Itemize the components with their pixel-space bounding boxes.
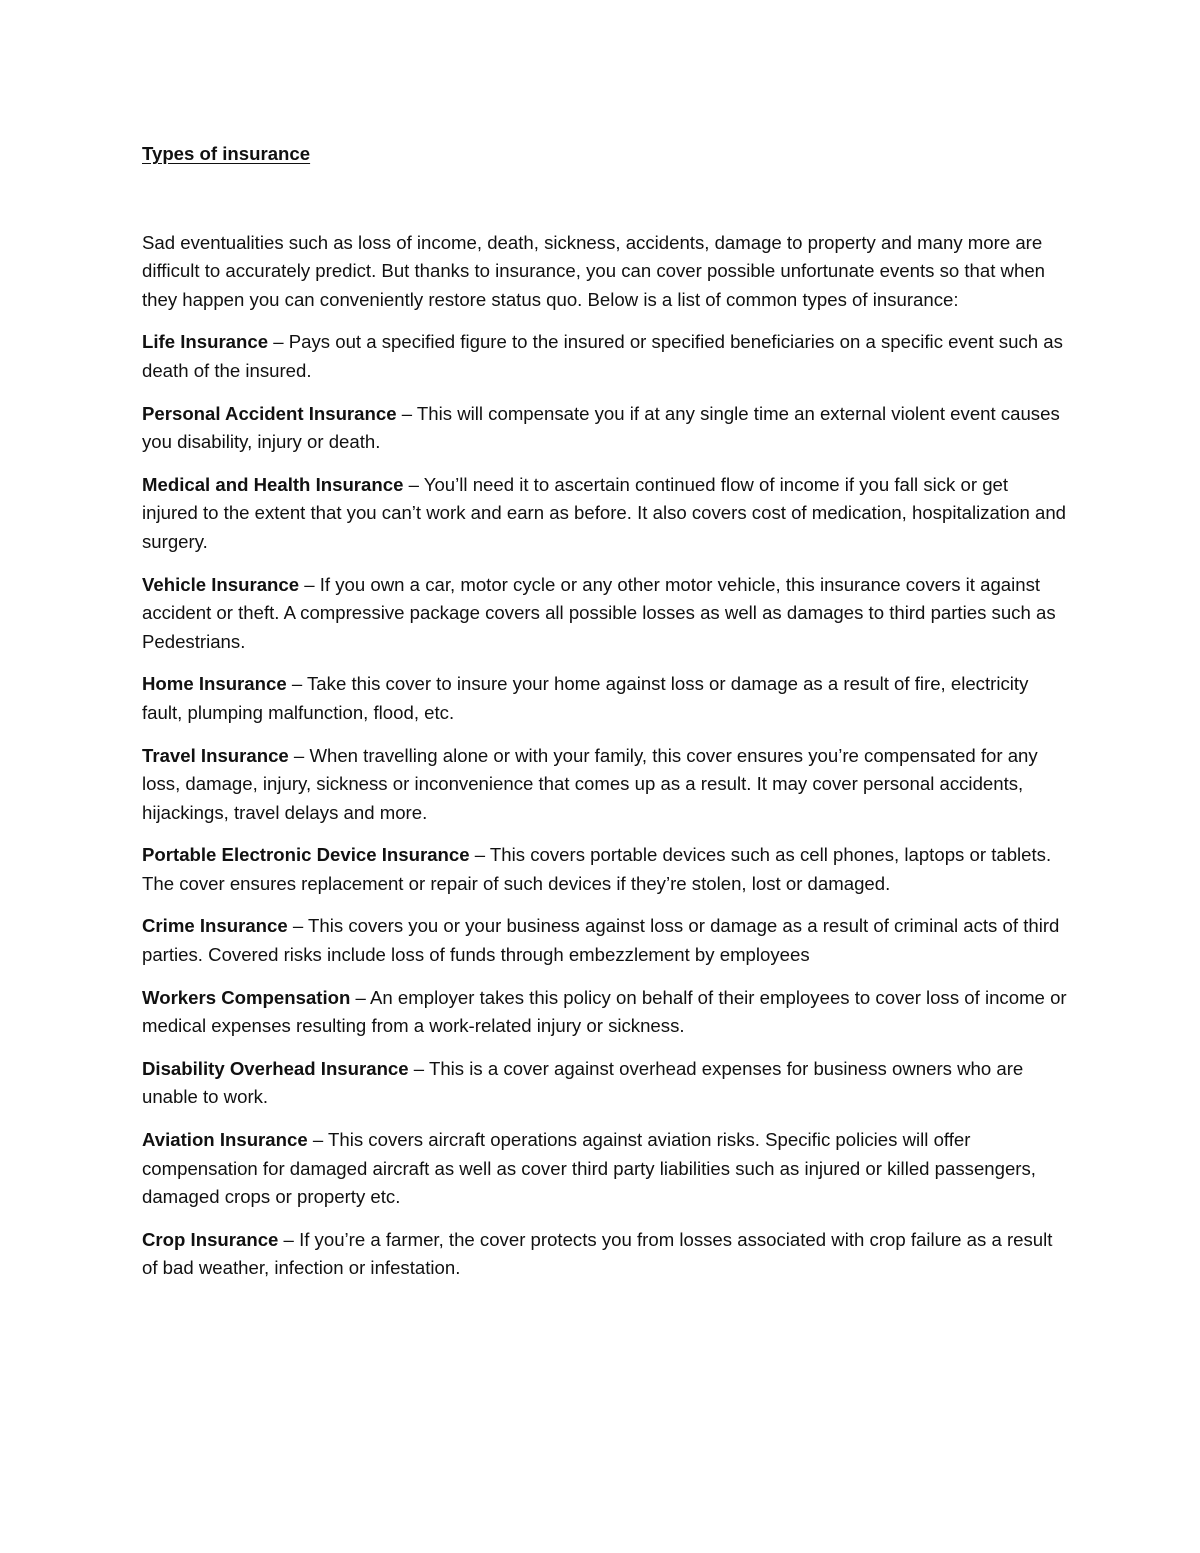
entry-description: – When travelling alone or with your family, this cover ensures you’re compensated for any loss, damage, injury, sickness or inconvenience that comes up as a result. It may cover personal accidents, hijackings, travel delays and more. — [142, 744, 1038, 823]
entry-personal-accident-insurance — [142, 400, 1067, 457]
entry-term: Crime Insurance — [142, 915, 288, 937]
entry-description: – This covers portable devices such as cell phones, laptops or tablets. The cover ensures replacement or repair of such devices if they’re stolen, lost or damaged. — [142, 844, 1052, 894]
entry-disability-overhead-insurance — [142, 1055, 1067, 1112]
entry-term: Aviation Insurance — [142, 1129, 308, 1151]
entry-description: – This covers aircraft operations against aviation risks. Specific policies will offer compensation for damaged aircraft as well as cover third party liabilities such as injured or killed passengers, damaged crops or property etc. — [142, 1129, 1036, 1208]
entry-term: Vehicle Insurance — [142, 573, 300, 595]
entry-term: Personal Accident Insurance — [142, 402, 397, 424]
entry-crop-insurance — [142, 1226, 1067, 1283]
entry-term: Life Insurance — [142, 331, 269, 353]
entry-description: – This will compensate you if at any single time an external violent event causes you disability, injury or death. — [142, 402, 1060, 453]
entry-term: Home Insurance — [142, 673, 287, 695]
intro-paragraph: Sad eventualities such as loss of income, death, sickness, accidents, damage to property and many more are difficult to accurately predict. But thanks to insurance, you can cover possible unfortunate events so that when they happen you can conveniently restore status quo. Below is a list of common types of insurance: — [142, 231, 1046, 310]
entry-description: – This covers you or your business against loss or damage as a result of criminal acts of third parties. Covered risks include loss of funds through embezzlement by employees — [142, 915, 1060, 966]
entry-description: – You’ll need it to ascertain continued flow of income if you fall sick or get injured to the extent that you can’t work and earn as before. It also covers cost of medication, hospitalization and surgery. — [142, 473, 1067, 552]
entry-term: Crop Insurance — [142, 1228, 279, 1250]
document-body — [142, 140, 1067, 1297]
entry-term: Medical and Health Insurance — [142, 473, 404, 495]
entry-description: – Take this cover to insure your home against loss or damage as a result of fire, electricity fault, plumping malfunction, flood, etc. — [142, 673, 1029, 723]
entry-home-insurance — [142, 670, 1067, 727]
entry-aviation-insurance — [142, 1126, 1067, 1212]
entry-term: Disability Overhead Insurance — [142, 1057, 409, 1079]
entry-term: Travel Insurance — [142, 744, 289, 766]
entry-description: – An employer takes this policy on behalf of their employees to cover loss of income or medical expenses resulting from a work-related injury or sickness. — [142, 986, 1067, 1037]
entry-description: – If you’re a farmer, the cover protects you from losses associated with crop failure as a result of bad weather, infection or infestation. — [142, 1228, 1053, 1279]
entry-description: – Pays out a specified figure to the insured or specified beneficiaries on a specific event such as death of the insured. — [142, 331, 1063, 381]
entry-portable-electronic-device-insurance — [142, 841, 1067, 898]
entry-medical-health-insurance — [142, 471, 1067, 557]
entry-life-insurance — [142, 328, 1067, 385]
entry-crime-insurance — [142, 912, 1067, 969]
entry-vehicle-insurance — [142, 571, 1067, 657]
entry-term: Portable Electronic Device Insurance — [142, 844, 470, 866]
entry-travel-insurance — [142, 742, 1067, 828]
entry-description: – If you own a car, motor cycle or any other motor vehicle, this insurance covers it against accident or theft. A compressive package covers all possible losses as well as damages to third parties such as Pedestrians. — [142, 573, 1056, 652]
entry-workers-compensation — [142, 984, 1067, 1041]
page-title: Types of insurance — [142, 143, 311, 164]
entry-description: – This is a cover against overhead expenses for business owners who are unable to work. — [142, 1057, 1024, 1108]
entry-term: Workers Compensation — [142, 986, 351, 1008]
